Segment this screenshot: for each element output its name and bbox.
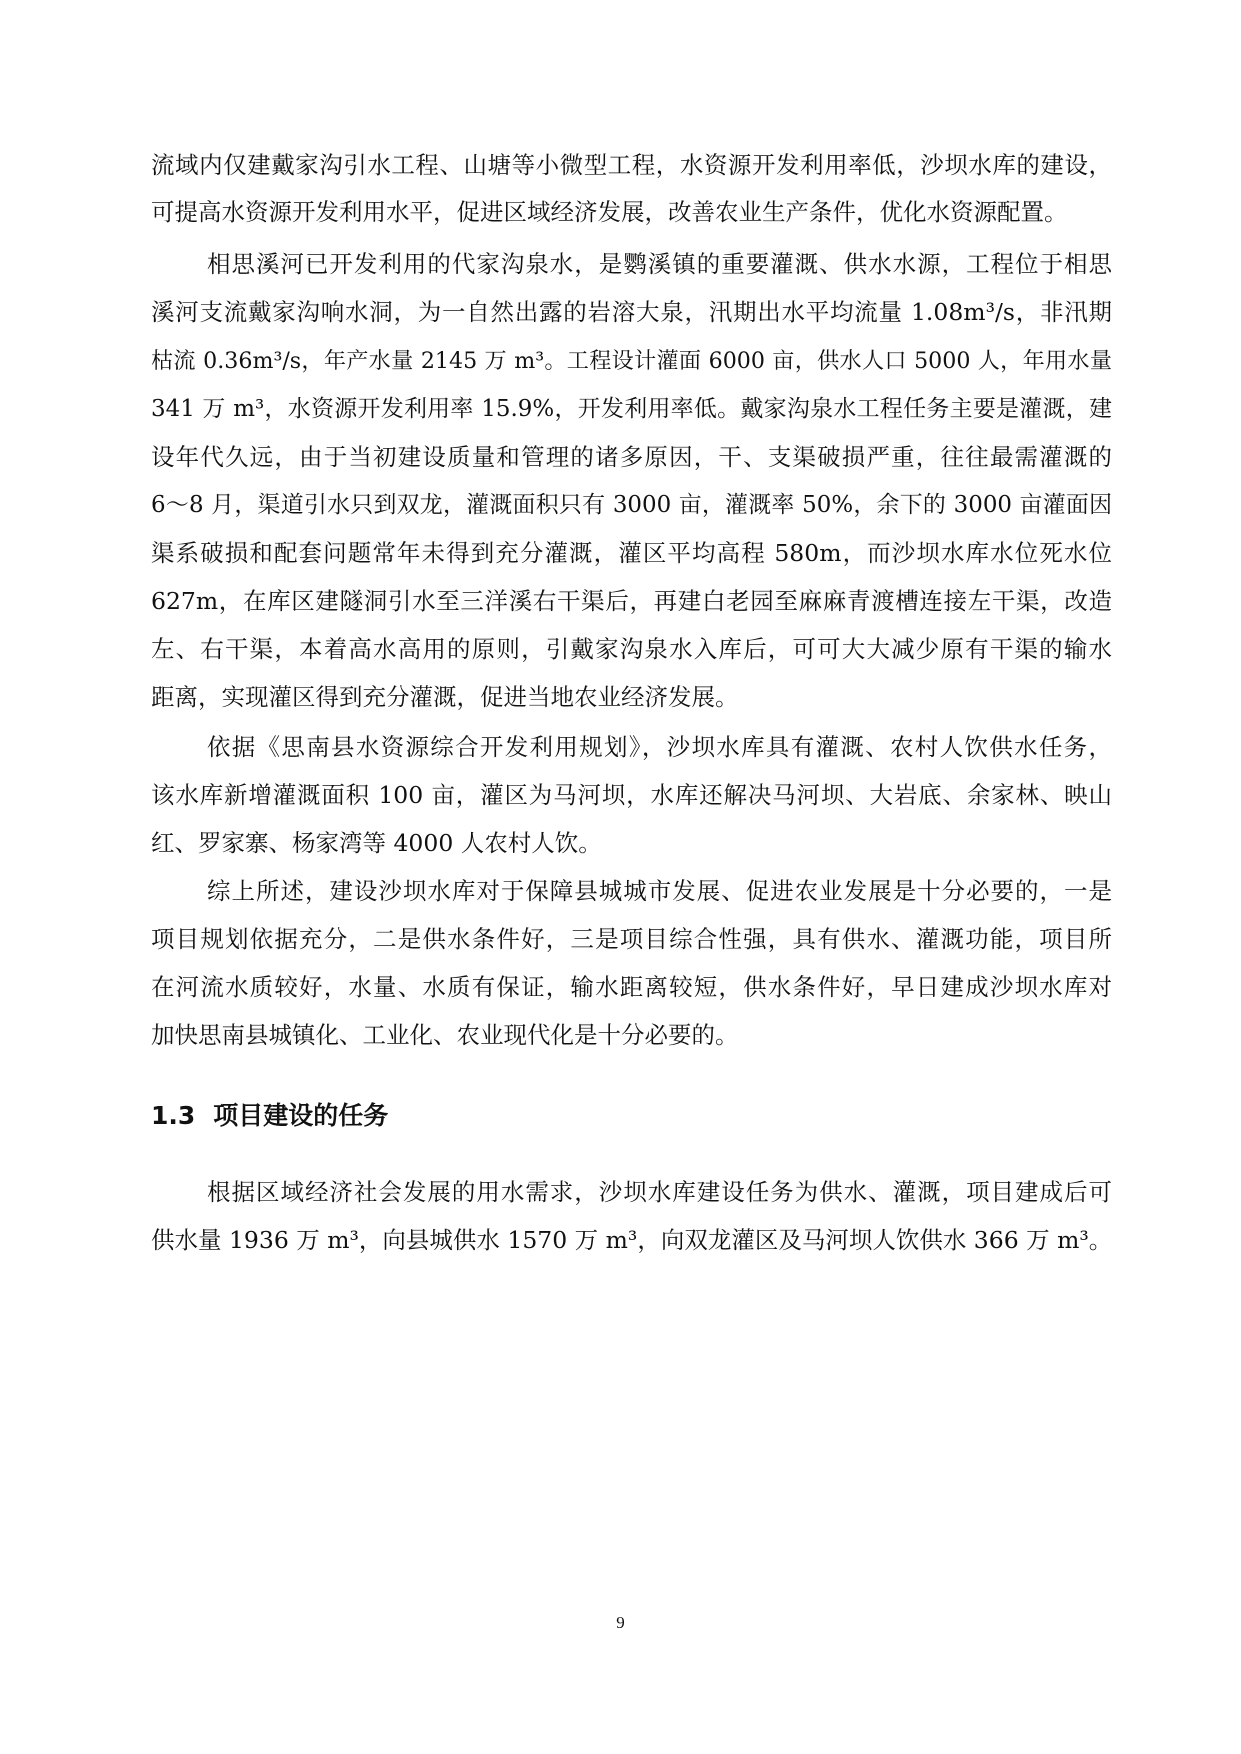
paragraph-2-line-7: 渠系破损和配套问题常年未得到充分灌溉，灌区平均高程 580m，而沙坝水库水位死水位 [151, 539, 1112, 567]
page-number: 9 [616, 1613, 625, 1632]
paragraph-3-line-3: 红、罗家寨、杨家湾等 4000 人农村人饮。 [151, 829, 602, 857]
paragraph-4-line-2: 项目规划依据充分，二是供水条件好，三是项目综合性强，具有供水、灌溉功能，项目所 [151, 925, 1112, 953]
paragraph-2-line-3: 枯流 0.36m³/s，年产水量 2145 万 m³。工程设计灌面 6000 亩，供水人口 5000 人，年用水量 [151, 348, 1112, 374]
section-number: 1.3 [151, 1101, 196, 1130]
paragraph-2-line-6: 6～8 月，渠道引水只到双龙，灌溉面积只有 3000 亩，灌溉率 50%，余下的 3000 亩灌面因 [151, 492, 1112, 518]
paragraph-2-line-4: 341 万 m³，水资源开发利用率 15.9%，开发利用率低。戴家沟泉水工程任务主要是灌溉，建 [151, 396, 1112, 422]
paragraph-2-line-1: 相思溪河已开发利用的代家沟泉水，是鹦溪镇的重要灌溉、供水水源，工程位于相思 [207, 250, 1112, 278]
paragraph-2-line-5: 设年代久远，由于当初建设质量和管理的诸多原因，干、支渠破损严重，往往最需灌溉的 [151, 443, 1112, 471]
paragraph-1-line-1: 流域内仅建戴家沟引水工程、山塘等小微型工程，水资源开发利用率低，沙坝水库的建设， [151, 151, 1112, 179]
paragraph-3-line-2: 该水库新增灌溉面积 100 亩，灌区为马河坝，水库还解决马河坝、大岩底、余家林、映山 [151, 781, 1112, 809]
paragraph-2-line-8: 627m，在库区建隧洞引水至三洋溪右干渠后，再建白老园至麻麻青渡槽连接左干渠，改造 [151, 587, 1112, 615]
paragraph-4-line-1: 综上所述，建设沙坝水库对于保障县城城市发展、促进农业发展是十分必要的，一是 [207, 877, 1112, 905]
paragraph-4-line-3: 在河流水质较好，水量、水质有保证，输水距离较短，供水条件好，早日建成沙坝水库对 [151, 973, 1112, 1001]
section-title: 项目建设的任务 [213, 1101, 389, 1130]
paragraph-2-line-2: 溪河支流戴家沟响水洞，为一自然出露的岩溶大泉，汛期出水平均流量 1.08m³/s，非汛期 [151, 298, 1112, 326]
section-heading [151, 1094, 388, 1138]
section-paragraph-line-2: 供水量 1936 万 m³，向县城供水 1570 万 m³，向双龙灌区及马河坝人饮供水 366 万 m³。 [151, 1226, 1113, 1254]
paragraph-2-line-10: 距离，实现灌区得到充分灌溉，促进当地农业经济发展。 [151, 683, 739, 711]
section-paragraph-line-1: 根据区域经济社会发展的用水需求，沙坝水库建设任务为供水、灌溉，项目建成后可 [207, 1178, 1112, 1206]
paragraph-4-line-4: 加快思南县城镇化、工业化、农业现代化是十分必要的。 [151, 1021, 739, 1049]
paragraph-3-line-1: 依据《思南县水资源综合开发利用规划》，沙坝水库具有灌溉、农村人饮供水任务， [207, 733, 1112, 761]
paragraph-1-line-2: 可提高水资源开发利用水平，促进区域经济发展，改善农业生产条件，优化水资源配置。 [151, 198, 1068, 226]
paragraph-2-line-9: 左、右干渠，本着高水高用的原则，引戴家沟泉水入库后，可可大大减少原有干渠的输水 [151, 635, 1112, 663]
